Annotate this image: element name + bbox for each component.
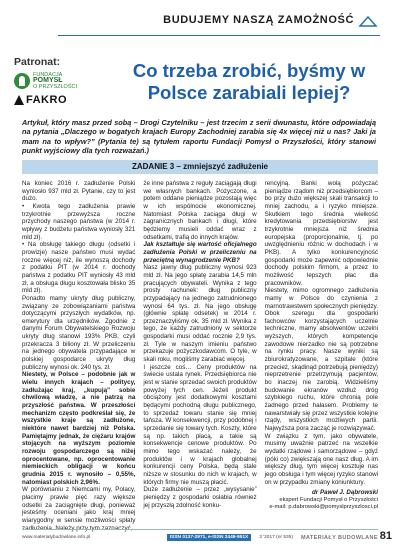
fakro-logo: FAKRO: [14, 94, 106, 106]
section-rubric: BUDUJEMY NASZĄ ZAMOŻNOŚĆ: [163, 14, 354, 26]
paragraph: rencyjną. Banki wolą pożyczać pieniądze rządom niż przedsiębiorcom – bo przy dużo większej skali transakcji to mniej zachodu, a i ryzyko mniejsze. Skutkiem tego średnia wielkość kredytowania przedsiębiorstw jest trzykrotnie mniejsza niż średnia europejska (proporcjonalnie, tj. po uwzględnieniu różnic w dochodach i w PKB). A tylko konkurencyjność gospodarki może zapewnić odpowiednie dochody polskim firmom, a przez to możliwość lepszych płac dla pracowników.: [264, 180, 378, 287]
article-lead: Artykuł, który masz przed sobą – Drogi Czytelniku – jest trzecim z serii dwunastu, które odpowiadają na pytania „Dlaczego w bogatych krajach Europy Zachodniej zarabia się 4x więcej niż u nas? Jaki ja mam na to wpływ?” (Pytania te) są tytułem raportu Fundacji Pomysł o Przyszłości, który stanowi punkt wyjściowy dla tych rozważań.): [22, 118, 376, 155]
journal-url[interactable]: www.materialybudowlane.info.pl: [22, 535, 91, 540]
paragraph: • Kwota tego zadłużenia prawie trzykrotnie przewyższa roczne przychody naszego państwa (w 2014 r. wpływy z budżetu państwa wyniosły 321 mld zł).: [22, 202, 136, 241]
header-rule: [58, 14, 380, 36]
article-headline: Co trzeba zrobić, byśmy w Polsce zarabiali lepiej?: [132, 60, 366, 103]
paragraph: Nasz jawny dług publiczny wynosi 923 mld zł. Na jego spłatę zarabia 14,5 mln pracujących obywateli. Wynika z tego prosty rachunek: dług publiczny przypadający na jednego zatrudnionego wynosi 64 tys. zł. Na jego obsługę (głównie spłatę odsetek) w 2014 r. przeznaczyliśmy ok. 35 mld zł. Wynika z tego, że każdy zatrudniony w sektorze gospodarki musi oddać rocznie 2,9 tys. zł. Tyle w naszym imieniu państwo przekazuje pożyczkodawcom. O tyle, w skali roku, mogliśmy zarabiać więcej.: [143, 264, 257, 364]
column-1: [22, 180, 136, 532]
page-number: 81: [379, 530, 392, 542]
paragraph: Na koniec 2016 r. zadłużenie Polski wyniosło 937 mld zł. Pytanie, czy to jest dużo.: [22, 180, 136, 203]
page-footer: [22, 529, 378, 545]
paragraph: W związku z tym, jako obywatele, musimy uważnie patrzeć na wszelkie wydatki rządowe i samorządowe – gdyż (póki co) zwiększają one nasz dług. A im większy dług, tym więcej kosztuje nas jego obsługa i tym więcej ryzyko stanowi on w przypadku zmiany koniunktury.: [264, 432, 378, 486]
fundacja-wordmark: FUNDACJA POMYSŁ O PRZYSZŁOŚCI: [33, 72, 78, 90]
patronage-label: Patronat:: [14, 56, 61, 68]
fundacja-badge-icon: [14, 73, 30, 89]
paragraph: • Na obsługę takiego długu (odsetki i prowizje) nasze państwo musi wydać roczne więcej niż, ile wynoszą dochody z podatku PIT (w 2014 r. dochody państwa z podatku PIT wyniosły 43 mld zł, a obsługa długu kosztowała blisko 35 mld zł).: [22, 241, 136, 295]
paragraph: Duże zadłużenie – przez „wysysanie” pieniędzy z gospodarki osłabia również jej przyszłą zdolność konku-: [143, 486, 257, 509]
author-role: ekspert Fundacji Pomysł o Przyszłości: [279, 496, 378, 503]
paragraph: Niestety, w Polsce – podobnie jak w wielu innych krajach – politycy, zadłużając kraj, „kupują” sobie chwilową władzę, a nie patrzą na przyszłość państwa. W przeszłości mechanizm często podkreślał się, że wszystkie kraje są zadłużone, niektóre nawet bardziej niż Polska. Pamiętajmy jednak, że ciężaru krajów stojących na wyższym poziomie rozwoju gospodarczego są niżej oprocentowane, np. oprocentowanie niemieckich obligacji w końcu grudnia 2015 r. wynosiło – 0,55%, natomiast polskich 2,96%.: [22, 371, 136, 486]
paragraph: Niestety, mimo ogromnego zadłużenia mamy w Polsce do czynienia z marnotrawstwem społecznych pieniędzy. Obok szeregu dla gospodarki fachowców korzystających uczelnie techniczne, mamy absolwentów uczelni wyższych, których kompetencje zawodowe nierzadko nie są potrzebne na rynku pracy. Nasze wyniki są zbiurokratyzowane, a szpitale (które przecież, skądinąd potrzebują pieniędzy) nieprzetrenie przetrzymują pacjentów, bo inaczej nie zarobią. Widzieliśmy budowanie ekranów wzdłuż dróg szybkiego ruchu, które chronią pole żadnego przed hałasem. Problemy te nawarstwiały się przez wszystkie kolejne rządy, wszystkich możliwych partii. Najwyższa pora zacząć je rozwiązywać.: [264, 287, 378, 432]
author-name: dr Paweł J. Dąbrowski: [311, 489, 378, 497]
issue-number: 3 '2017 (nr 535): [259, 535, 293, 540]
patronage-block: [14, 56, 106, 106]
paragraph: I jeszcze coś… Ceny produktów na świecie ustala rynek. Przedsiębiorca nie jest w stanie sprzedać swoich produktów powyżej tych cen. Jeżeli produkt obciążony jest dodatkowymi kosztami będącymi pochodną długu publicznego, to sprzedaż towaru stanie się mniej tańsza. W konsekwencji, przy podobnej i sprzedanie się towary tych. Koszty, które są np. takich płacą, a takie są konsekwencje cenowe produktów. Po mimo tego wskazać należy, że produktów i w krajach globalnej konkurencji ceny Polska, będą stale niższe w stosunku do nich w krajach, w których firmy nie muszą płacić.: [143, 363, 257, 486]
section-heading: ZADANIE 3 – zmniejszyć zadłużenie: [22, 160, 378, 174]
house-roof-icon: [360, 16, 376, 26]
column-3: [265, 180, 378, 510]
fundacja-logo: [14, 72, 106, 90]
column-2: [143, 180, 256, 510]
paragraph: W porównaniu z Niemcami my, Polacy, płacimy prawie pięć razy większe odsetki za zaciągnięte długi, ponieważ jesteśmy oceniani jako kraj mniej wiarygodny w sensie możliwości spłaty zadłużenia. Należy przy tym zaznaczyć,: [22, 486, 136, 532]
paragraph: że inne państwa z reguły zaciągają długi we własnych bankach. Pożyczone, a potem oddane pieniądze pozostają więc w ich wspólnocie ekonomicznej. Natomiast Polska zaciąga długi w zagranicznych bankach i długi, które będziemy musieli oddać wraz z odsetkami, trafią do innych krajów.: [143, 180, 257, 241]
issn-badge: ISSN 0137-2971, e-ISSN 2449-951X: [167, 534, 251, 541]
fakro-roof-icon: [14, 95, 24, 105]
journal-logo: MATERIAŁY BUDOWLANE: [300, 534, 378, 541]
paragraph: Ponadto mamy ukryty dług publiczny, związany ze zobowiązaniami państwa dotyczącymi przyszłych wydatków, np. emerytury dla urzędników. Zgodnie z danymi Forum Obywatelskiego Rozwoju ukryty dług stanowi 193% PKB, czyli przekracza 3 biliony zł. W przeliczeniu na jednego obywatela przypadające w polskiej gospodarce ukryty dług publiczny wynosi ok. 240 tys. zł.: [22, 294, 136, 371]
author-email[interactable]: e-mail: p.dabrowski@pomyslprzyszlosci.pl: [269, 503, 378, 510]
subheading: Jak kształtuje się wartość oficjalnego zadłużenia Polski w przeliczeniu na przeciętną wynagrodzenie PKB?: [143, 241, 257, 264]
article-body: [22, 180, 378, 532]
